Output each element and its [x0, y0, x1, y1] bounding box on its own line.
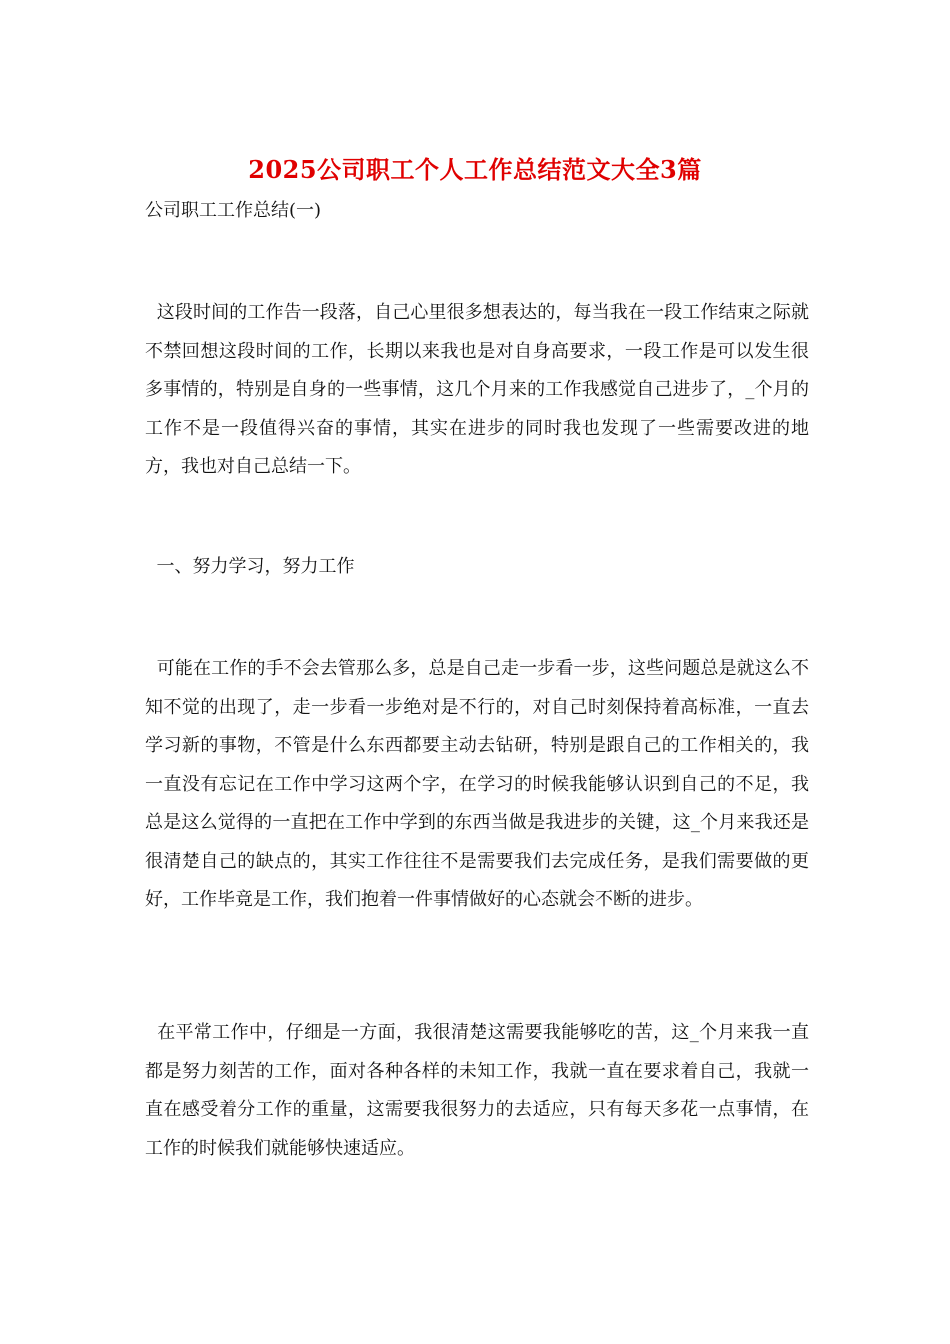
document-title: 2025公司职工个人工作总结范文大全3篇 — [248, 155, 702, 184]
paragraph-daily-work: 在平常工作中，仔细是一方面，我很清楚这需要我能够吃的苦，这_个月来我一直都是努力刻苦的工作，面对各种各样的未知工作，我就一直在要求着自己，我就一直在感受着分工作的重量，这需要我很努力的去适应，只有每天多花一点事情，在工作的时候我们就能够快速适应。 — [145, 1022, 809, 1159]
section-subtitle: 公司职工工作总结(一) — [145, 200, 322, 221]
paragraph-intro: 这段时间的工作告一段落，自己心里很多想表达的，每当我在一段工作结束之际就不禁回想这段时间的工作，长期以来我也是对自身高要求，一段工作是可以发生很多事情的，特别是自身的一些事情，这几个月来的工作我感觉自己进步了，_个月的工作不是一段值得兴奋的事情，其实在进步的同时我也发现了一些需要改进的地方，我也对自己总结一下。 — [145, 302, 810, 477]
section-heading: 一、努力学习，努力工作 — [145, 556, 355, 577]
paragraph-study: 可能在工作的手不会去管那么多，总是自己走一步看一步，这些问题总是就这么不知不觉的出现了，走一步看一步绝对是不行的，对自己时刻保持着高标准，一直去学习新的事物，不管是什么东西都要主动去钻研，特别是跟自己的工作相关的，我一直没有忘记在工作中学习这两个字，在学习的时候我能够认识到自己的不足，我总是这么觉得的一直把在工作中学到的东西当做是我进步的关键，这_个月来我还是很清楚自己的缺点的，其实工作往往不是需要我们去完成任务，是我们需要做的更好，工作毕竟是工作，我们抱着一件事情做好的心态就会不断的进步。 — [145, 658, 810, 910]
